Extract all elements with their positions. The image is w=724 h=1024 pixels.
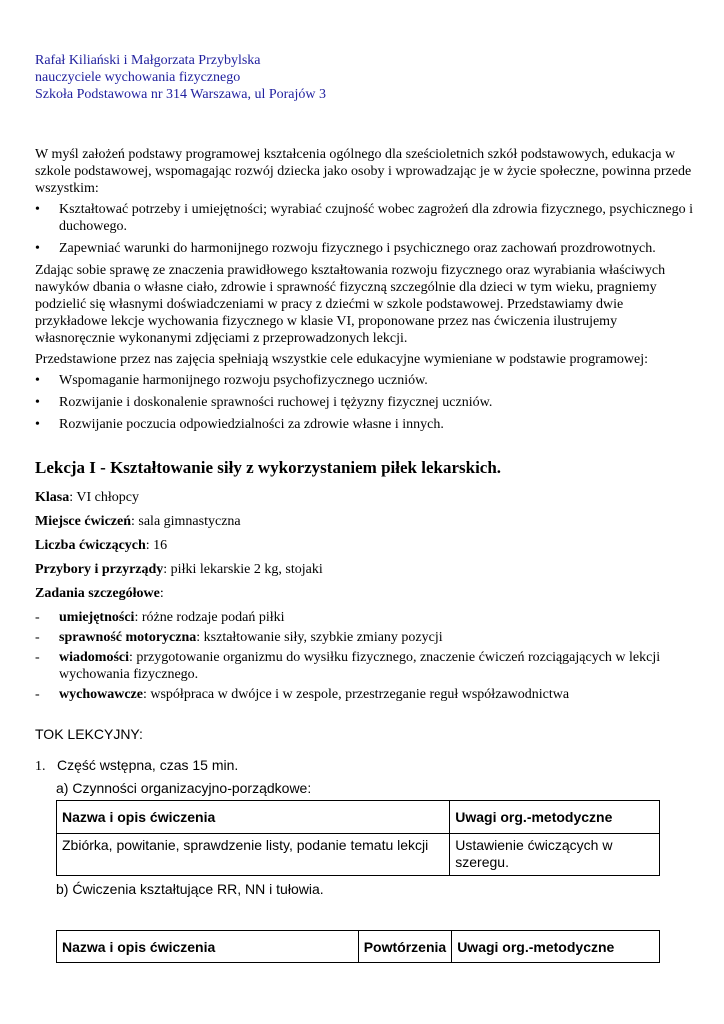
intro-paragraph-1: W myśl założeń podstawy programowej kształcenia ogólnego dla sześcioletnich szkół podstawowych, edukacja w szkole podstawowej, wspomagając rozwój dziecka jako osoby i wprowadzając je w życie społeczne, powinna przede wszystkim: <box>35 147 692 196</box>
table-header-cell: Nazwa i opis ćwiczenia <box>57 801 450 834</box>
task-item: - sprawność motoryczna: kształtowanie siły, szybkie zmiany pozycji <box>35 629 695 646</box>
part-1-heading <box>35 757 238 775</box>
educational-goal-item: • Rozwijanie poczucia odpowiedzialności za zdrowie własne i innych. <box>35 416 695 433</box>
table-header-cell: Nazwa i opis ćwiczenia <box>57 931 359 963</box>
lesson-plan-heading: TOK LEKCYJNY: <box>35 726 143 742</box>
task-item: - wychowawcze: współpraca w dwójce i w zespole, przestrzeganie reguł współzawodnictwa <box>35 686 695 703</box>
lesson-details <box>35 489 695 706</box>
goal-item: • Kształtować potrzeby i umiejętności; wyrabiać czujność wobec zagrożeń dla zdrowia fizycznego, psychicznego i duchowego. <box>35 201 695 235</box>
count-label: Liczba ćwiczących <box>35 538 146 553</box>
tasks-heading: Zadania szczegółowe: <box>35 586 164 601</box>
author-header <box>35 52 326 103</box>
table-header-cell: Uwagi org.-metodyczne <box>450 801 660 834</box>
tasks-label: Zadania szczegółowe <box>35 586 160 601</box>
count-value: : 16 <box>145 538 168 553</box>
class-label: Klasa <box>35 490 70 505</box>
exercises-table <box>56 930 660 963</box>
authors-line: Rafał Kiliański i Małgorzata Przybylska <box>35 53 261 68</box>
intro-paragraph-2: Zdając sobie sprawę ze znaczenia prawidłowego kształtowania rozwoju fizycznego oraz wyrabiania właściwych nawyków dbania o własne ciało, zdrowie i sprawność fizyczną szczególnie dla dzieci w tym wieku, pragniemy podzielić się własnymi doświadczeniami w pracy z dziećmi w szkole podstawowej. Przedstawiamy dwie przykładowe lekcje wychowania fizycznego w klasie VI, proponowane przez nas ćwiczenia ilustrujemy własnoręcznie wykonanymi zdjęciami z przeprowadzonych lekcji. <box>35 263 666 346</box>
school-line: Szkoła Podstawowa nr 314 Warszawa, ul Porajów 3 <box>35 87 327 102</box>
goals-list <box>35 201 695 257</box>
place-label: Miejsce ćwiczeń <box>35 514 131 529</box>
task-item: - wiadomości: przygotowanie organizmu do wysiłku fizycznego, znaczenie ćwiczeń rozciągających w lekcji wychowania fizycznego. <box>35 649 695 683</box>
equipment-value: : piłki lekarskie 2 kg, stojaki <box>163 562 323 577</box>
subsection-a: a) Czynności organizacyjno-porządkowe: <box>56 780 312 796</box>
tasks-list <box>35 609 695 703</box>
role-line: nauczyciele wychowania fizycznego <box>35 70 241 85</box>
educational-goal-item: • Wspomaganie harmonijnego rozwoju psychofizycznego uczniów. <box>35 372 695 389</box>
educational-goals-list <box>35 372 695 433</box>
count-row <box>35 537 695 561</box>
table-header-cell: Powtórzenia <box>358 931 451 963</box>
table-cell: Ustawienie ćwiczących w szeregu. <box>450 834 660 876</box>
equipment-row <box>35 561 695 585</box>
place-row <box>35 513 695 537</box>
organizational-table <box>56 800 660 876</box>
task-item: - umiejętności: różne rodzaje podań piłki <box>35 609 695 626</box>
class-row <box>35 489 695 513</box>
introduction <box>35 146 695 438</box>
intro-paragraph-3: Przedstawione przez nas zajęcia spełniają wszystkie cele edukacyjne wymieniane w podstawie programowej: <box>35 352 649 367</box>
equipment-label: Przybory i przyrządy <box>35 562 164 577</box>
table-header-cell: Uwagi org.-metodyczne <box>452 931 660 963</box>
lesson-title: Lekcja I - Kształtowanie siły z wykorzystaniem piłek lekarskich. <box>35 458 502 477</box>
place-value: : sala gimnastyczna <box>131 514 241 529</box>
table-header-row <box>57 931 660 963</box>
subsection-b: b) Ćwiczenia kształtujące RR, NN i tułowia. <box>56 881 324 897</box>
table-header-row <box>57 801 660 834</box>
goal-item: • Zapewniać warunki do harmonijnego rozwoju fizycznego i psychicznego oraz zachowań prozdrowotnych. <box>35 240 695 257</box>
educational-goal-item: • Rozwijanie i doskonalenie sprawności ruchowej i tężyzny fizycznej uczniów. <box>35 394 695 411</box>
table-cell: Zbiórka, powitanie, sprawdzenie listy, podanie tematu lekcji <box>57 834 450 876</box>
table-row <box>57 834 660 876</box>
class-value: : VI chłopcy <box>69 490 139 505</box>
part-number: 1. <box>35 759 46 774</box>
part-title: Część wstępna, czas 15 min. <box>57 757 239 773</box>
